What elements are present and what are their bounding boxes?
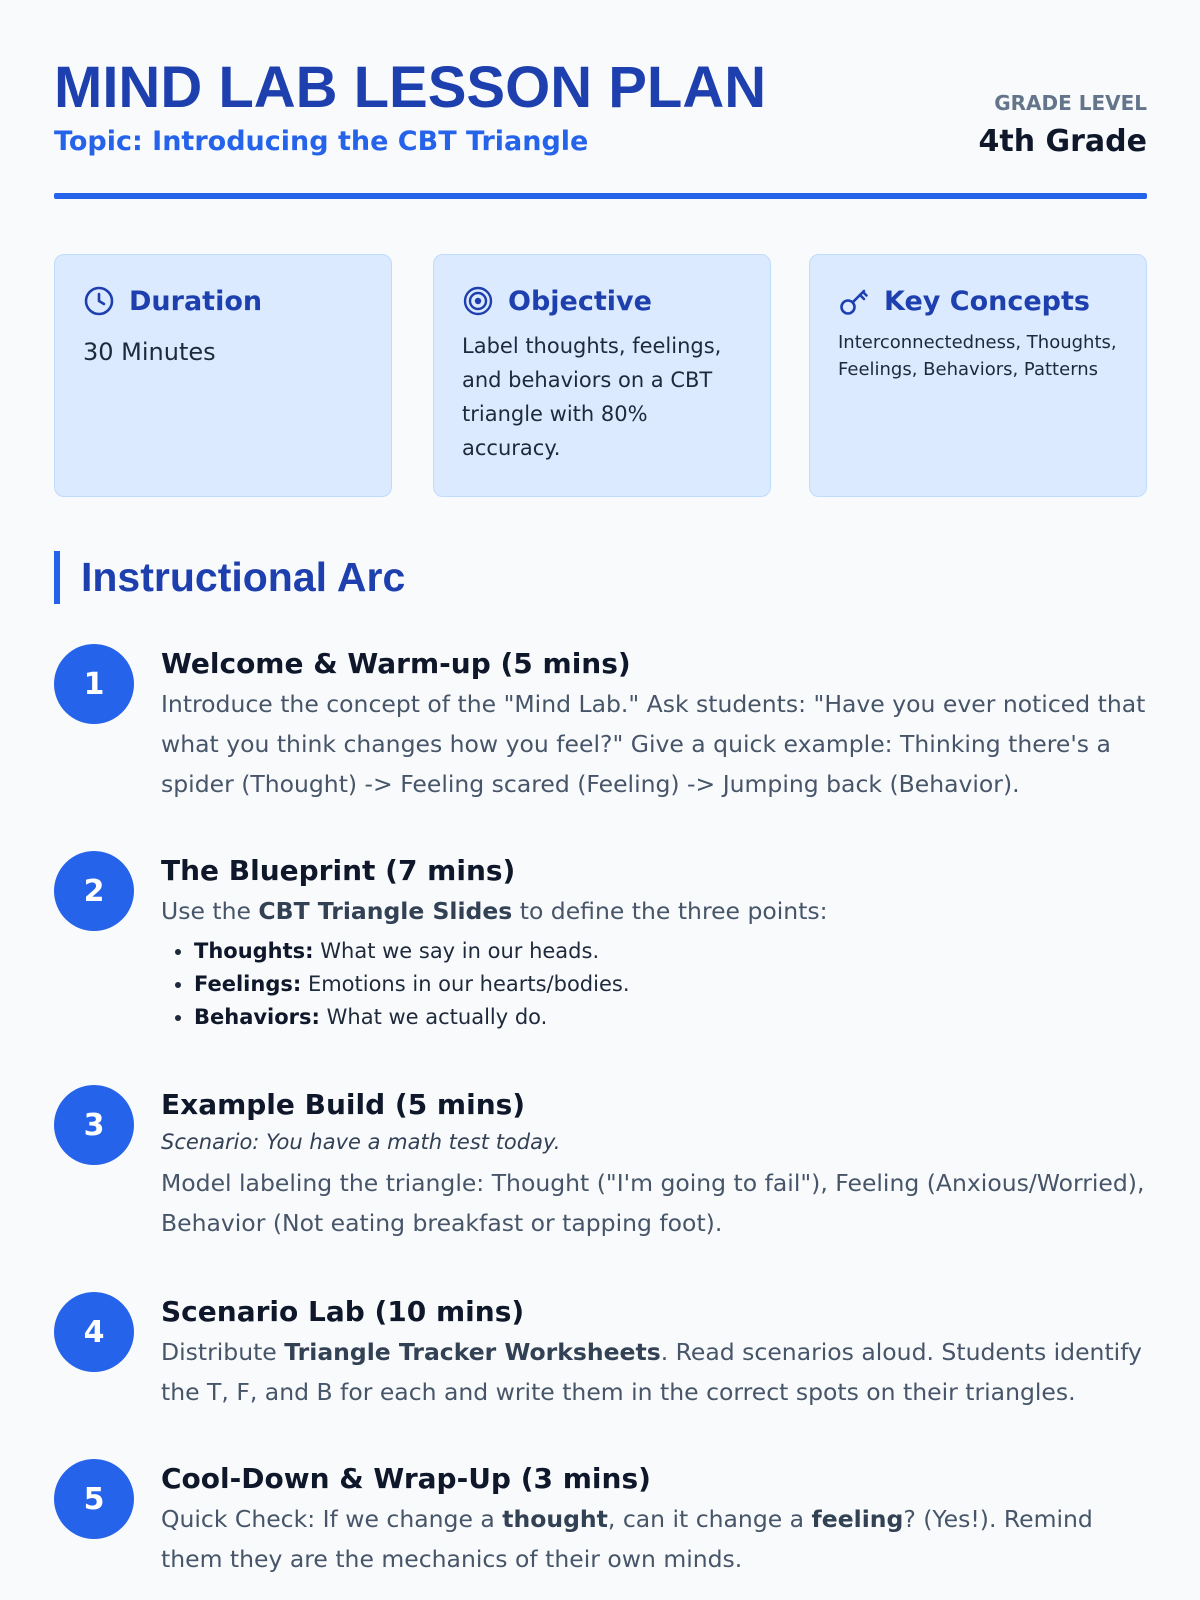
step-title: The Blueprint (7 mins) — [161, 854, 516, 887]
grade-level-value: 4th Grade — [978, 124, 1147, 159]
step-number-badge: 2 — [54, 851, 134, 931]
grade-level-label: GRADE LEVEL — [994, 91, 1147, 115]
list-item — [194, 935, 1147, 968]
header — [54, 0, 1147, 202]
list-item-term: Thoughts: — [194, 939, 314, 963]
step-description-text: . Read scenarios aloud. Students identify the T, F, and B for each and write them in the correct spots on their triangles. — [161, 1338, 1142, 1406]
step-title: Welcome & Warm-up (5 mins) — [161, 647, 631, 680]
list-item-text: What we say in our heads. — [313, 939, 600, 963]
step-description: Introduce the concept of the "Mind Lab." Ask students: "Have you ever noticed that what you think changes how you feel?" Give a quick example: Thinking there's a spider (Thought) -> Feeling scared (Feeling) -> Jumping back (Behavior). — [161, 690, 1146, 798]
clock-icon — [83, 285, 115, 317]
step-description — [161, 1332, 1147, 1412]
objective-card — [433, 254, 771, 497]
key-concepts-card-body: Interconnectedness, Thoughts, Feelings, Behaviors, Patterns — [838, 332, 1117, 380]
step-description-emphasis: thought — [502, 1505, 608, 1533]
page-title: MIND LAB LESSON PLAN — [54, 55, 767, 120]
topic-subtitle: Topic: Introducing the CBT Triangle — [54, 126, 589, 157]
step-description — [161, 891, 1147, 931]
step-title: Example Build (5 mins) — [161, 1088, 526, 1121]
step-description — [161, 1499, 1147, 1579]
info-cards — [54, 254, 1147, 497]
key-concepts-card — [809, 254, 1147, 497]
objective-card-body: Label thoughts, feelings, and behaviors on a CBT triangle with 80% accuracy. — [462, 334, 722, 460]
list-item — [194, 968, 1147, 1001]
step-description-text: Use the — [161, 897, 259, 925]
duration-card — [54, 254, 392, 497]
target-icon — [462, 285, 494, 317]
step-number-badge: 1 — [54, 644, 134, 724]
lesson-plan-page — [54, 0, 1147, 1573]
section-title: Instructional Arc — [54, 551, 405, 604]
step-number-badge: 3 — [54, 1085, 134, 1165]
step-description-text: ? (Yes!). Remind them they are the mechanics of their own minds. — [161, 1505, 1093, 1573]
step-description-text: Quick Check: If we change a — [161, 1505, 503, 1533]
list-item-term: Behaviors: — [194, 1005, 320, 1029]
duration-card-body: 30 Minutes — [83, 338, 216, 366]
step-description-text: to define the three points: — [512, 897, 828, 925]
list-item-text: Emotions in our hearts/bodies. — [301, 972, 630, 996]
step-description-text: Distribute — [161, 1338, 285, 1366]
objective-card-title: Objective — [508, 285, 652, 317]
concept-list — [194, 935, 1147, 1034]
header-divider — [54, 193, 1147, 199]
step-description-emphasis: feeling — [811, 1505, 904, 1533]
step-number-badge: 4 — [54, 1292, 134, 1372]
list-item — [194, 1001, 1147, 1034]
list-item-text: What we actually do. — [319, 1005, 548, 1029]
duration-card-title: Duration — [129, 285, 263, 317]
list-item-term: Feelings: — [194, 972, 302, 996]
step-scenario: Scenario: You have a math test today. — [161, 1130, 561, 1154]
step-description-text: , can it change a — [607, 1505, 812, 1533]
step-title: Cool-Down & Wrap-Up (3 mins) — [161, 1462, 651, 1495]
step-title: Scenario Lab (10 mins) — [161, 1295, 525, 1328]
step-number-badge: 5 — [54, 1459, 134, 1539]
step-description: Model labeling the triangle: Thought ("I'm going to fail"), Feeling (Anxious/Worried), Behavior (Not eating breakfast or tapping foot). — [161, 1169, 1145, 1237]
step-description-emphasis: CBT Triangle Slides — [258, 897, 513, 925]
step-description-emphasis: Triangle Tracker Worksheets — [284, 1338, 661, 1366]
key-concepts-card-title: Key Concepts — [884, 285, 1090, 317]
key-icon — [838, 285, 870, 317]
